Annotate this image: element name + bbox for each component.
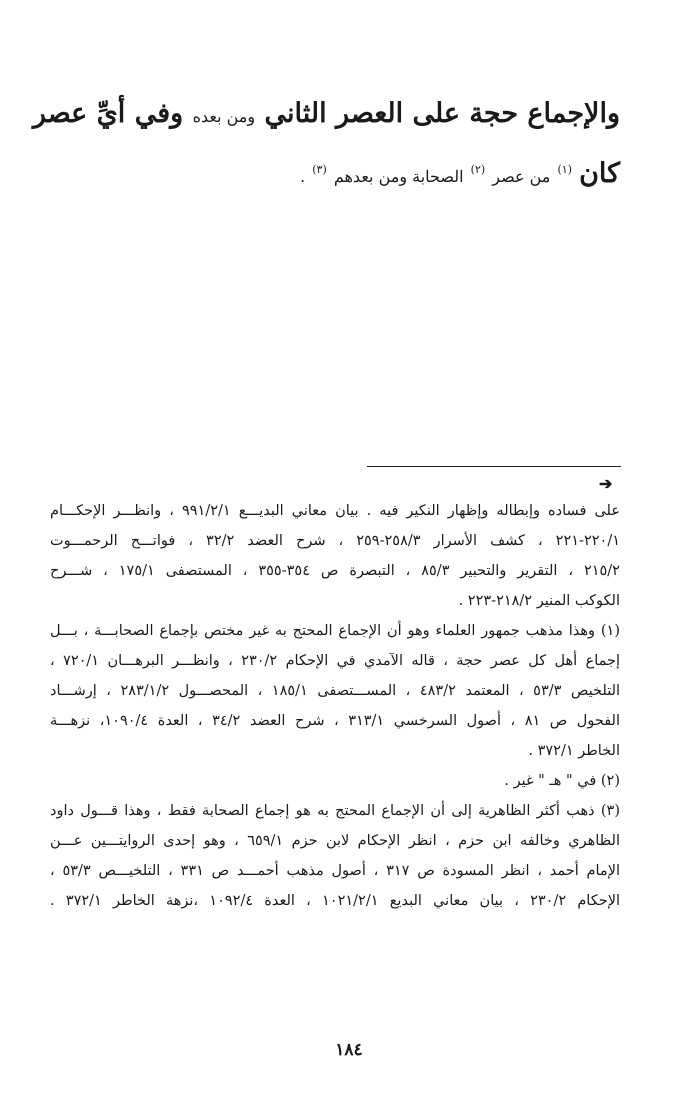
footnote-line: الكوكب المنير ٢١٨/٢-٢٢٣ . (458, 593, 620, 609)
main-text-end: . (300, 167, 306, 186)
footnotes (50, 496, 620, 916)
main-text-line-1 (32, 98, 620, 129)
footnote-marker-3: (٣) (312, 163, 327, 176)
main-text-bold-start: والإجماع حجة على العصر الثاني (264, 98, 620, 129)
main-text-line-2 (50, 160, 620, 187)
footnote-line: التلخيص ٥٣/٣ ، المعتمد ٤٨٣/٢ ، المســـتصفى ١٨٥/١ ، المحصـــول ٢٨٣/١/٢ ، إرشـــاد (50, 683, 620, 699)
continuation-arrow-icon: ➔ (599, 474, 613, 493)
footnote-line: الظاهري وخالفه ابن حزم ، انظر الإحكام لابن حزم ٦٥٩/١ ، وهو إحدى الروايتـــين عـــن (50, 833, 620, 849)
footnote-line: ٢١٥/٢ ، التقرير والتحبير ٨٥/٣ ، التبصرة ص ٣٥٤-٣٥٥ ، المستصفى ١٧٥/١ ، شـــرح (50, 563, 620, 579)
main-text (32, 98, 620, 189)
footnote-line: (١) وهذا مذهب جمهور العلماء وهو أن الإجماع المحتج به غير مختص بإجماع الصحابـــة ، بـــل (50, 623, 620, 639)
footnote-line: الفحول ص ٨١ ، أصول السرخسي ٣١٣/١ ، شرح العضد ٣٤/٢ ، العدة ١٠٩٠/٤، نزهـــة (50, 713, 620, 729)
footnote-line: على فساده وإبطاله وإظهار النكير فيه . بيان معاني البديـــع ٩٩١/٢/١ ، وانظـــر الإحكـــام (50, 503, 620, 519)
footnote-marker-1: (١) (557, 163, 572, 176)
footnote-line: الإمام أحمد ، انظر المسودة ص ٣١٧ ، أصول مذهب أحمـــد ص ٣٣١ ، التلخيـــص ٥٣/٣ ، (50, 863, 620, 879)
main-text-part-1: من عصر (492, 167, 551, 186)
main-text-bold-end: وفي أيِّ عصر (32, 98, 184, 129)
footnote-line: (٣) ذهب أكثر الظاهرية إلى أن الإجماع المحتج به هو إجماع الصحابة فقط ، وهذا قـــول داود (50, 803, 620, 819)
footnote-separator (367, 466, 621, 467)
main-text-part-2: الصحابة ومن بعدهم (333, 167, 464, 186)
footnote-line: إجماع أهل كل عصر حجة ، قاله الآمدي في الإحكام ٢٣٠/٢ ، وانظـــر البرهـــان ٧٢٠/١ ، (50, 653, 620, 669)
main-text-word-kan: كان (579, 158, 620, 189)
main-text-small-insert: ومن بعده (192, 107, 256, 126)
footnote-line: الإحكام ٢٣٠/٢ ، بيان معاني البديع ١٠٢١/٢/١ ، العدة ١٠٩٢/٤ ،نزهة الخاطر ٣٧٢/١ . (50, 893, 620, 909)
page-number: ١٨٤ (335, 1040, 363, 1060)
footnote-line: الخاطر ٣٧٢/١ . (528, 743, 620, 759)
footnote-line: ٢٢٠/١-٢٢١ ، كشف الأسرار ٢٥٨/٣-٢٥٩ ، شرح العضد ٣٢/٢ ، فواتـــح الرحمـــوت (50, 533, 620, 549)
footnote-line: (٢) في " هـ " غير . (504, 773, 620, 789)
footnote-marker-2: (٢) (470, 163, 486, 176)
